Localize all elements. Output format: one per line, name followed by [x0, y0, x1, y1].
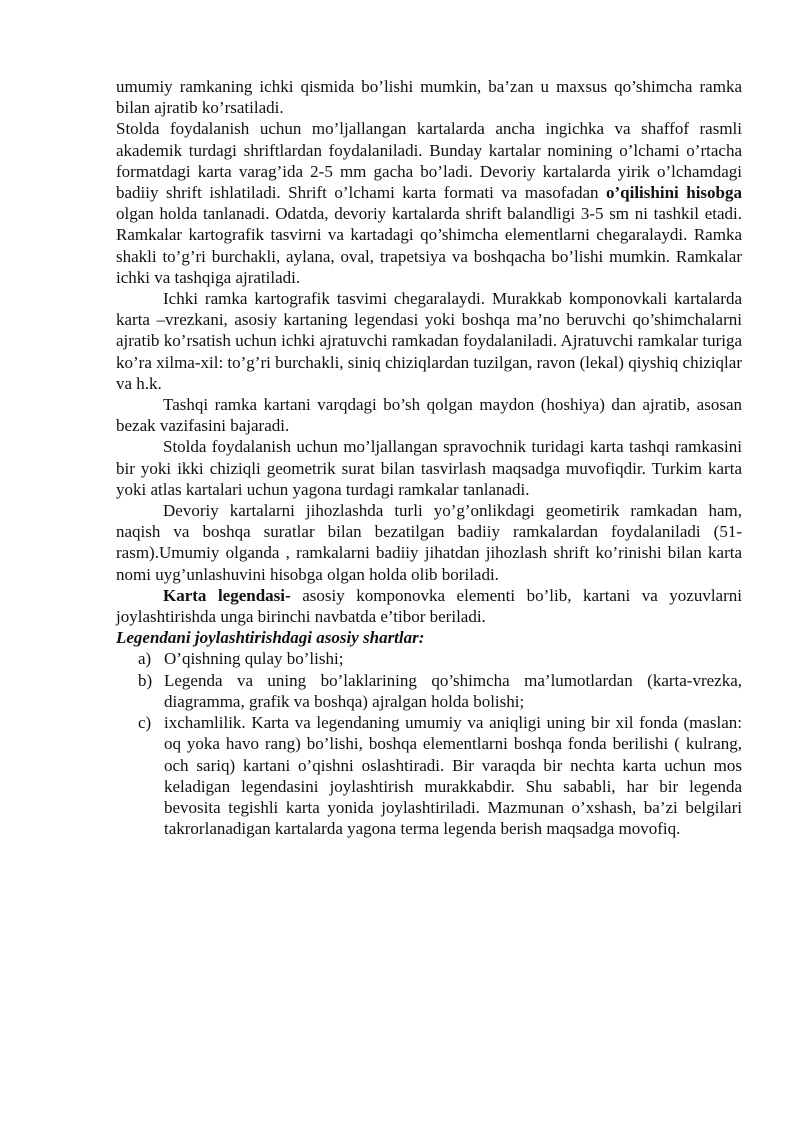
list-item-b-text: Legenda va uning bo’laklarining qo’shimcha ma’lumotlardan (karta-vrezka, diagramma, grafik va boshqa) ajralgan holda bolishi;: [164, 670, 742, 711]
paragraph-2-text-end: olgan holda tanlanadi. Odatda, devoriy kartalarda shrift balandligi 3-5 sm ni tashkil etadi. Ramkalar kartografik tasvirni va kartadagi qo’shimcha elementlarni chegaralaydi. Ramka shakli to’g’ri burchakli, aylana, oval, trapetsiya va boshqacha bo’lishi mumkin. Ramkalar ichki va tashqiga ajratiladi.: [116, 204, 742, 287]
paragraph-7-text: asosiy komponovka elementi bo’lib, kartani va yozuvlarni joylashtirishda unga birinchi navbatda e’tibor beriladi.: [116, 585, 742, 627]
list-item-a: [116, 648, 742, 669]
section-heading: Legendani joylashtirishdagi asosiy shartlar:: [116, 628, 425, 648]
list-marker-b: b): [138, 670, 153, 690]
paragraph-5: Stolda foydalanish uchun mo’ljallangan spravochnik turidagi karta tashqi ramkasini bir yoki ikki chiziqli geometrik surat bilan tasvirlash maqsadga muvofiqdir. Turkim karta yoki atlas kartalari uchun yagona turdagi ramkalar tanlanadi.: [116, 437, 742, 499]
paragraph-2: [116, 118, 742, 288]
list-item-c-text: ixchamlilik. Karta va legendaning umumiy va aniqligi uning bir xil fonda (maslan: oq yoka havo rang) bo’lishi, boshqa elementlarni boshqa fonda berilishi ( kulrang, och sariq) kartani o’qishni oslashtiradi. Bir varaqda bir nechta karta uchun mos keladigan legendasini joylashtirish murakkabdir. Shu sababli, har bir legenda bevosita tegishli karta yonida joylashtiriladi. Mazmunan o’xshash, ba’zi belgilari takrorlanadigan kartalarda yagona terma legenda berish maqsadga movofiq.: [164, 713, 742, 839]
list-item-a-text: O’qishning qulay bo’lishi;: [164, 649, 344, 669]
paragraph-2-text-start: Stolda foydalanish uchun mo’ljallangan kartalarda ancha ingichka va shaffof rasmli akademik turdagi shriftlardan foydalaniladi. Bunday kartalar nomining o’lchami o’rtacha formatdagi karta varag’ida 2-5 mm gacha bo’ladi. Devoriy kartalarda yirik o’lchamdagi badiiy shrift ishlatiladi. Shrift o’lchami karta formati va masofadan: [116, 119, 742, 203]
list-marker-a: a): [138, 649, 152, 669]
paragraph-6: Devoriy kartalarni jihozlashda turli yo’g’onlikdagi geometirik ramkadan ham, naqish va boshqa suratlar bilan bezatilgan badiiy ramkalardan foydalaniladi (51-rasm).Umumiy olganda , ramkalarni badiiy jihatdan jihozlash shrift ko’rinishi bilan karta nomi uyg’unlashuvini hisobga olgan holda olib boriladi.: [116, 501, 742, 584]
document-page: [116, 76, 742, 839]
paragraph-7: [116, 585, 742, 627]
paragraph-3: Ichki ramka kartografik tasvimi chegaralaydi. Murakkab komponovkali kartalarda karta –vrezkani, asosiy kartaning legendasi yoki boshqa ma’no beruvchi qo’shimchalarni ajratib ko’rsatish uchun ichki ajratuvchi ramkadan foydalaniladi. Ajratuvchi ramkalar turiga ko’ra xilma-xil: to’g’ri burchakli, siniq chiziqlardan tuzilgan, ravon (lekal) qiyshiq chiziqlar va h.k.: [116, 289, 742, 393]
list-item-c: [116, 712, 742, 839]
paragraph-4: Tashqi ramka kartani varqdagi bo’sh qolgan maydon (hoshiya) dan ajratib, asosan bezak vazifasini bajaradi.: [116, 395, 742, 436]
conditions-list: [116, 648, 742, 839]
list-item-b: [116, 670, 742, 712]
list-marker-c: c): [138, 713, 152, 733]
paragraph-1: umumiy ramkaning ichki qismida bo’lishi mumkin, ba’zan u maxsus qo’shimcha ramka bilan ajratib ko’rsatiladi.: [116, 77, 742, 118]
paragraph-2-bold-phrase: o’qilishini hisobga: [605, 183, 742, 203]
paragraph-7-bold-term: Karta legendasi-: [163, 585, 291, 605]
